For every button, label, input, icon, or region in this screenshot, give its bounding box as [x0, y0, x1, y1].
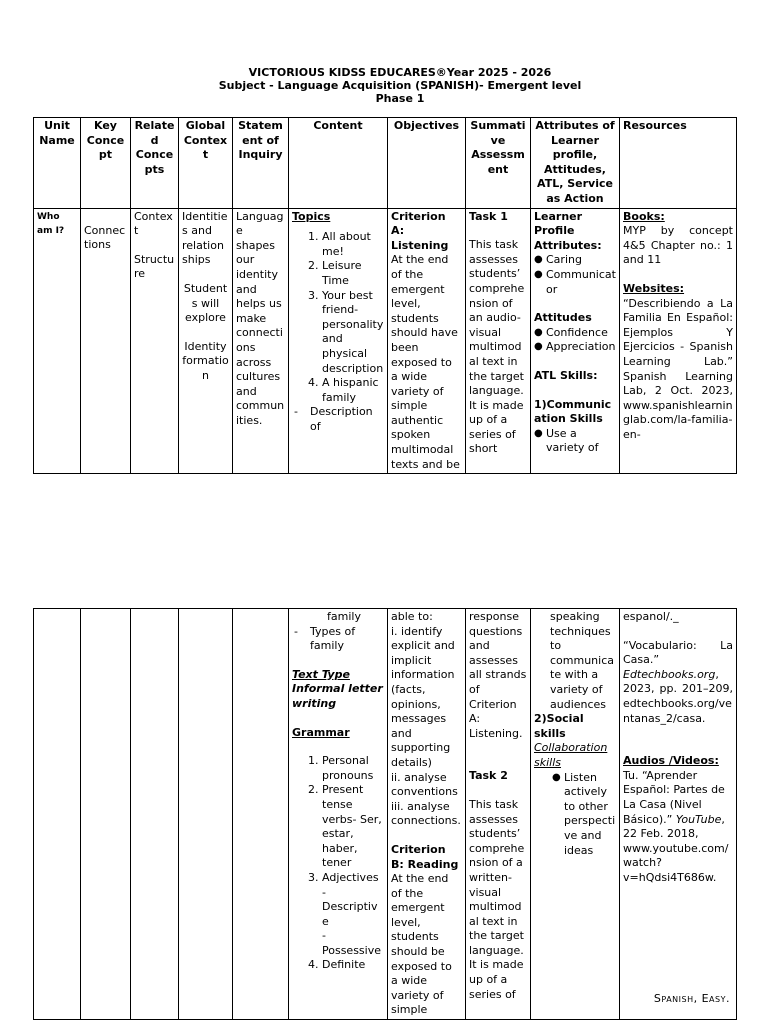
cell-statement-of-inquiry: [233, 609, 289, 1020]
cell-attributes: [531, 208, 620, 474]
document-header: [0, 66, 768, 105]
list-item: 2. Present tense verbs- Ser, estar, haber, tener: [322, 783, 384, 871]
social-skills-label: 2)Social skills: [534, 712, 584, 740]
resources-continued: espanol/._: [623, 610, 679, 623]
list-item: ● Communicator: [546, 268, 616, 297]
col-header-global-context: Global Context: [179, 118, 233, 209]
related-concept-1: Context: [134, 209, 173, 238]
list-item: 3. Adjectives - Descriptive - Possessive: [322, 871, 384, 959]
col-header-objectives: Objectives: [388, 118, 466, 209]
grammar-list: [292, 754, 384, 973]
list-item: - Types of family: [310, 625, 384, 654]
subtopics-list: [292, 625, 384, 654]
cell-unit-name: [34, 208, 81, 474]
col-header-key-concept: Key Concept: [81, 118, 131, 209]
task-2-text: This task assesses students’ comprehension of a written-visual multimodal text in the target language. It is made up of a series of: [469, 797, 525, 1001]
list-item: ● Caring: [546, 253, 616, 268]
websites-text: “Describiendo a La Familia En Español: Ejemplos Y Ejercicios - Spanish Learning Lab.” Spanish Learning Lab, 2 Oct. 2023, www.spanishlearninglab.com/la-familia-en-: [623, 296, 733, 441]
attributes-continued: speaking techniques to communicate with a variety of audiences: [550, 610, 614, 711]
grammar-label: Grammar: [292, 725, 350, 739]
list-item: 2. Leisure Time: [322, 259, 384, 288]
collaboration-skills-label: Collaboration skills: [534, 741, 608, 769]
objective-iii: iii. analyse connections.: [391, 799, 461, 828]
list-item: - Description of: [310, 405, 384, 434]
cell-content: [289, 609, 388, 1020]
grammar-descriptive: Descriptive: [322, 900, 378, 928]
topics-label: Topics: [292, 209, 331, 223]
websites-label: Websites:: [623, 281, 685, 295]
col-header-resources: Resources: [620, 118, 737, 209]
cell-key-concept: [81, 208, 131, 474]
subtopics-list: [292, 405, 384, 434]
books-label: Books:: [623, 209, 665, 223]
learner-profile-label: Learner Profile Attributes:: [534, 209, 602, 252]
statement-of-inquiry: Language shapes our identity and helps us make connections across cultures and communities.: [236, 209, 285, 427]
resources-footer: Spanish, Easy.: [653, 992, 730, 1005]
header-line-1: VICTORIOUS KIDSS EDUCARES®Year 2025 - 2026: [248, 66, 552, 79]
key-concept: Connections: [84, 223, 126, 252]
communication-skills-label: 1)Communication Skills: [534, 397, 612, 426]
task-2-label: Task 2: [469, 769, 508, 783]
list-item: 1. All about me!: [322, 230, 384, 259]
list-item: ● Listen actively to other perspective and ideas: [564, 771, 616, 859]
cell-objectives: [388, 208, 466, 474]
cell-objectives: [388, 609, 466, 1020]
communication-list: [534, 427, 616, 456]
content-continued: family: [327, 610, 361, 623]
vocabulario-citation: [623, 639, 733, 727]
table-row: [34, 208, 737, 474]
curriculum-table-part-2: [33, 608, 737, 1020]
list-item: ● Appreciation: [546, 340, 616, 355]
text-type-label: Text Type: [292, 667, 350, 681]
global-context-2: Students will explore: [183, 281, 228, 325]
header-line-2: Subject - Language Acquisition (SPANISH)- Emergent level: [218, 79, 582, 92]
av-source: YouTube: [675, 812, 722, 826]
col-header-attributes: Attributes of Learner profile, Attitudes, ATL, Service as Action: [531, 118, 620, 209]
text-type: Informal letter writing: [292, 682, 383, 710]
cell-global-context: [179, 609, 233, 1020]
cell-related-concepts: [131, 208, 179, 474]
header-line-3: Phase 1: [375, 92, 425, 105]
attitudes-label: Attitudes: [534, 311, 592, 325]
cell-resources: [620, 609, 737, 1020]
objective-i: i. identify explicit and implicit information (facts, opinions, messages and supporting details): [391, 624, 455, 769]
list-item: 1. Personal pronouns: [322, 754, 384, 783]
task-1-text: This task assesses students’ comprehension of an audio-visual multimodal text in the target language. It is made up of a series of short: [469, 238, 525, 456]
related-concept-2: Structure: [134, 252, 175, 281]
cell-global-context: [179, 208, 233, 474]
criterion-b-text: At the end of the emergent level, students should be exposed to a wide variety of simple: [391, 872, 452, 1017]
books-text: MYP by concept 4&5 Chapter no.: 1 and 11: [623, 224, 733, 267]
learner-profile-list: [534, 253, 616, 297]
list-item: 4. A hispanic family: [322, 376, 384, 405]
global-context-3: Identity formation: [182, 339, 229, 382]
curriculum-table-part-1: [33, 117, 737, 474]
audios-videos-label: Audios /Videos:: [623, 754, 719, 768]
col-header-unit-name: Unit Name: [34, 118, 81, 209]
atl-skills-label: ATL Skills:: [534, 368, 598, 382]
cell-related-concepts: [131, 609, 179, 1020]
col-header-summative-assessment: Summative Assessment: [466, 118, 531, 209]
criterion-a-label: Criterion A: Listening: [391, 209, 449, 252]
topics-list: [292, 230, 384, 405]
cell-key-concept: [81, 609, 131, 1020]
table-row: [34, 609, 737, 1020]
list-item: 3. Your best friend- personality and physical description: [322, 289, 384, 377]
summative-continued: response questions and assesses all strands of Criterion A: Listening.: [469, 610, 527, 740]
grammar-possessive: Possessive: [322, 943, 381, 957]
list-item: 4. Definite: [322, 958, 384, 973]
av-details: , 22 Feb. 2018, www.youtube.com/watch?v=hQdsi4T686w.: [623, 812, 729, 884]
cell-summative: [466, 609, 531, 1020]
vocab-details: , 2023, pp. 201–209, edtechbooks.org/ventanas_2/casa.: [623, 667, 733, 725]
col-header-related-concepts: Related Concepts: [131, 118, 179, 209]
col-header-content: Content: [289, 118, 388, 209]
unit-name: Who am I?: [37, 211, 65, 237]
grammar-adjectives: 3. Adjectives: [322, 870, 379, 884]
audio-citation: [623, 769, 733, 886]
header-row: [34, 118, 737, 209]
objectives-continued: able to:: [391, 610, 433, 623]
global-context-1: Identities and relationships: [182, 209, 228, 267]
vocab-source: Edtechbooks.org: [623, 667, 716, 681]
cell-statement-of-inquiry: [233, 208, 289, 474]
cell-resources: [620, 208, 737, 474]
av-title: Tu. “Aprender Español: Partes de La Casa (Nivel Básico).”: [623, 768, 725, 826]
list-item: ● Use a variety of: [546, 427, 616, 456]
attitudes-list: [534, 326, 616, 355]
vocab-title: “Vocabulario: La Casa.”: [623, 638, 733, 667]
collaboration-list: [534, 771, 616, 859]
cell-attributes: [531, 609, 620, 1020]
col-header-statement-of-inquiry: Statement of Inquiry: [233, 118, 289, 209]
task-1-label: Task 1: [469, 209, 508, 223]
list-item: ● Confidence: [546, 326, 616, 341]
cell-summative: [466, 208, 531, 474]
objectives-text: At the end of the emergent level, students should have been exposed to a wide variety of simple authentic spoken multimodal texts and be: [391, 253, 460, 471]
objective-ii: ii. analyse conventions: [391, 770, 458, 799]
cell-unit-name: [34, 609, 81, 1020]
cell-content: [289, 208, 388, 474]
criterion-b-label: Criterion B: Reading: [391, 842, 459, 871]
